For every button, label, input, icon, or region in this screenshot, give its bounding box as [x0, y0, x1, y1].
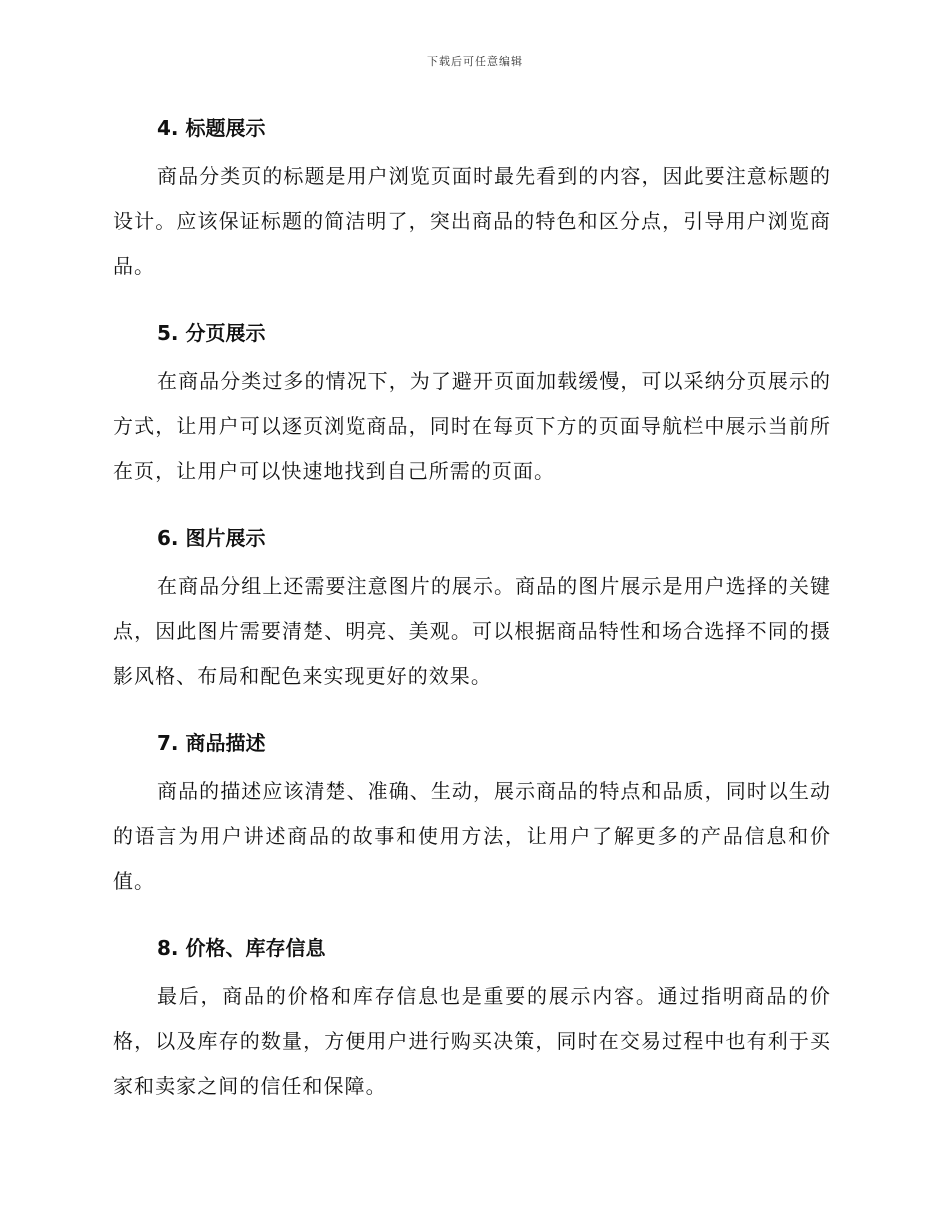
section-product-description	[113, 728, 831, 904]
document-body	[113, 110, 831, 1138]
section-paragraph: 在商品分类过多的情况下，为了避开页面加载缓慢，可以采纳分页展示的方式，让用户可以逐页浏览商品，同时在每页下方的页面导航栏中展示当前所在页，让用户可以快速地找到自己所需的页面。	[113, 369, 831, 483]
section-heading: 6. 图片展示	[157, 526, 266, 550]
section-price-stock-info	[113, 933, 831, 1109]
section-heading: 7. 商品描述	[157, 731, 266, 755]
section-heading: 5. 分页展示	[157, 321, 266, 345]
section-image-display	[113, 523, 831, 699]
section-paragraph: 在商品分组上还需要注意图片的展示。商品的图片展示是用户选择的关键点，因此图片需要清楚、明亮、美观。可以根据商品特性和场合选择不同的摄影风格、布局和配色来实现更好的效果。	[113, 574, 831, 688]
section-heading: 4. 标题展示	[157, 116, 266, 140]
section-paragraph: 商品的描述应该清楚、准确、生动，展示商品的特点和品质，同时以生动的语言为用户讲述商品的故事和使用方法，让用户了解更多的产品信息和价值。	[113, 779, 831, 893]
section-title-display	[113, 113, 831, 289]
page-header: 下载后可任意编辑	[427, 55, 523, 68]
section-paragraph: 最后，商品的价格和库存信息也是重要的展示内容。通过指明商品的价格，以及库存的数量，方便用户进行购买决策，同时在交易过程中也有利于买家和卖家之间的信任和保障。	[113, 984, 831, 1098]
section-heading: 8. 价格、库存信息	[157, 936, 326, 960]
section-paragraph: 商品分类页的标题是用户浏览页面时最先看到的内容，因此要注意标题的设计。应该保证标题的简洁明了，突出商品的特色和区分点，引导用户浏览商品。	[113, 164, 831, 278]
section-pagination-display	[113, 318, 831, 494]
